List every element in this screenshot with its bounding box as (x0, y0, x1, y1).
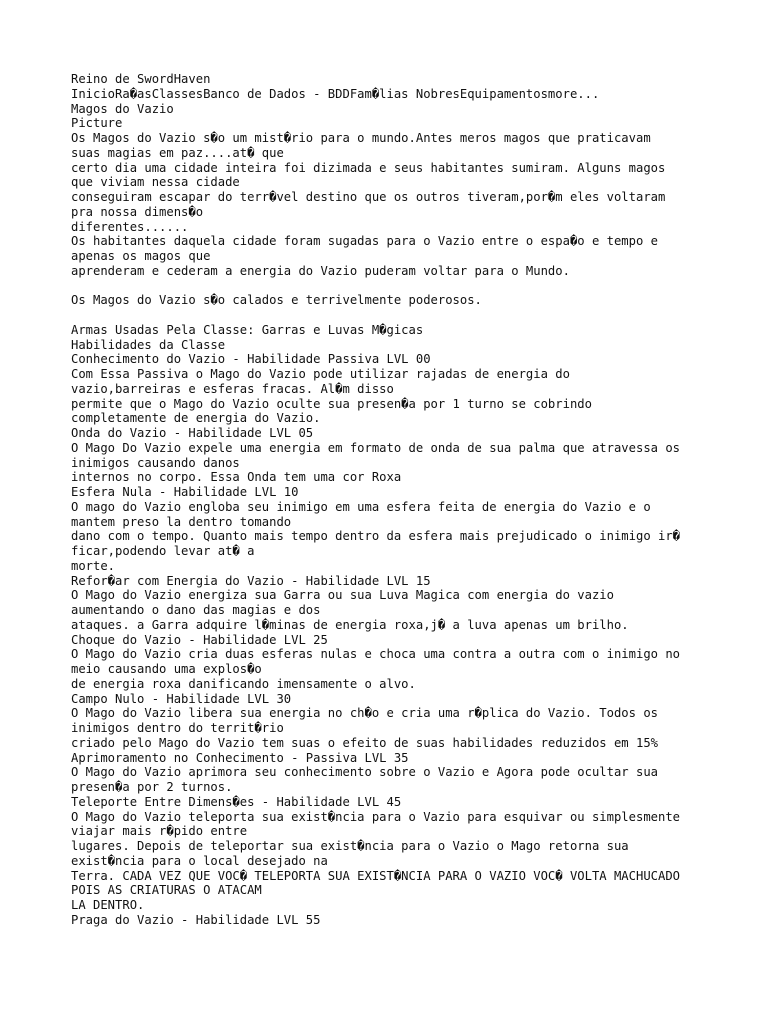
text-line: Onda do Vazio - Habilidade LVL 05 (71, 426, 314, 440)
text-line: O Mago Do Vazio expele uma energia em formato de onda de sua palma que atravessa os (71, 440, 681, 455)
text-line: Habilidades da Classe (71, 337, 226, 352)
text-line: O mago do Vazio engloba seu inimigo em uma esfera feita de energia do Vazio e o (71, 499, 651, 514)
text-line: diferentes...... (71, 219, 189, 234)
text-line: apenas os magos que (71, 249, 211, 263)
text-line: Picture (71, 116, 123, 131)
text-line: Choque do Vazio - Habilidade LVL 25 (71, 632, 328, 647)
text-line: lugares. Depois de teleportar sua exist�ncia para o Vazio o Mago retorna sua (71, 839, 629, 853)
document-page (71, 72, 711, 928)
text-line: pra nossa dimens�o (71, 204, 204, 219)
text-line: ficar,podendo levar at� a (71, 544, 255, 558)
text-line: viajar mais r�pido entre (71, 824, 248, 839)
text-line: O Mago do Vazio aprimora seu conhecimento sobre o Vazio e Agora pode ocultar sua (71, 765, 658, 780)
text-line: aumentando o dano das magias e dos (71, 603, 321, 617)
text-line: meio causando uma explos�o (71, 662, 262, 676)
text-line: POIS AS CRIATURAS O ATACAM (71, 883, 262, 898)
text-line: morte. (71, 558, 116, 573)
text-line: Com Essa Passiva o Mago do Vazio pode utilizar rajadas de energia do (71, 367, 570, 381)
text-line: Refor�ar com Energia do Vazio - Habilidade LVL 15 (71, 573, 431, 588)
text-line: suas magias em paz....at� que (71, 145, 284, 160)
text-line: inimigos causando danos (71, 455, 240, 470)
text-line: Os habitantes daquela cidade foram sugadas para o Vazio entre o espa�o e tempo e (71, 234, 658, 249)
text-line: exist�ncia para o local desejado na (71, 853, 328, 868)
text-line: InicioRa�asClassesBanco de Dados - BDDFam�lias NobresEquipamentosmore... (71, 86, 600, 101)
text-line: Conhecimento do Vazio - Habilidade Passiva LVL 00 (71, 352, 431, 367)
text-line: Magos do Vazio (71, 101, 174, 116)
text-line: internos no corpo. Essa Onda tem uma cor Roxa (71, 470, 402, 485)
text-line: de energia roxa danificando imensamente o alvo. (71, 676, 416, 691)
text-line: vazio,barreiras e esferas fracas. Al�m disso (71, 381, 394, 396)
text-line: O Mago do Vazio energiza sua Garra ou sua Luva Magica com energia do vazio (71, 588, 614, 603)
text-line (71, 279, 711, 294)
text-line: O Mago do Vazio teleporta sua exist�ncia para o Vazio para esquivar ou simplesmente (71, 809, 681, 824)
text-line: LA DENTRO. (71, 898, 145, 912)
text-line: Terra. CADA VEZ QUE VOC� TELEPORTA SUA EXIST�NCIA PARA O VAZIO VOC� VOLTA MACHUCADO (71, 868, 681, 883)
text-line: Aprimoramento no Conhecimento - Passiva LVL 35 (71, 750, 409, 765)
text-line: permite que o Mago do Vazio oculte sua presen�a por 1 turno se cobrindo (71, 396, 592, 411)
text-line: que viviam nessa cidade (71, 175, 240, 190)
text-line: criado pelo Mago do Vazio tem suas o efeito de suas habilidades reduzidos em 15% (71, 735, 658, 750)
text-line: Teleporte Entre Dimens�es - Habilidade LVL 45 (71, 794, 402, 809)
text-line: certo dia uma cidade inteira foi dizimada e seus habitantes sumiram. Alguns magos (71, 160, 666, 175)
text-line: completamente de energia do Vazio. (71, 411, 321, 426)
text-line: presen�a por 2 turnos. (71, 780, 233, 794)
text-line: dano com o tempo. Quanto mais tempo dentro da esfera mais prejudicado o inimigo ir� (71, 529, 681, 544)
text-line: O Mago do Vazio cria duas esferas nulas e choca uma contra a outra com o inimigo no (71, 647, 681, 662)
text-line: Os Magos do Vazio s�o um mist�rio para o mundo.Antes meros magos que praticavam (71, 131, 651, 145)
text-line: Armas Usadas Pela Classe: Garras e Luvas M�gicas (71, 322, 424, 337)
text-line: Reino de SwordHaven (71, 72, 211, 86)
text-line (71, 308, 711, 323)
text-line: ataques. a Garra adquire l�minas de energia roxa,j� a luva apenas um brilho. (71, 617, 629, 632)
text-line: mantem preso la dentro tomando (71, 514, 292, 529)
text-line: aprenderam e cederam a energia do Vazio puderam voltar para o Mundo. (71, 263, 570, 278)
text-line: Esfera Nula - Habilidade LVL 10 (71, 485, 299, 499)
text-line: conseguiram escapar do terr�vel destino que os outros tiveram,por�m eles voltaram (71, 190, 666, 204)
text-line: Campo Nulo - Habilidade LVL 30 (71, 691, 292, 706)
text-line: Os Magos do Vazio s�o calados e terrivelmente poderosos. (71, 293, 482, 308)
text-line: inimigos dentro do territ�rio (71, 721, 284, 735)
text-line: Praga do Vazio - Habilidade LVL 55 (71, 912, 321, 927)
text-line: O Mago do Vazio libera sua energia no ch�o e cria uma r�plica do Vazio. Todos os (71, 706, 658, 721)
